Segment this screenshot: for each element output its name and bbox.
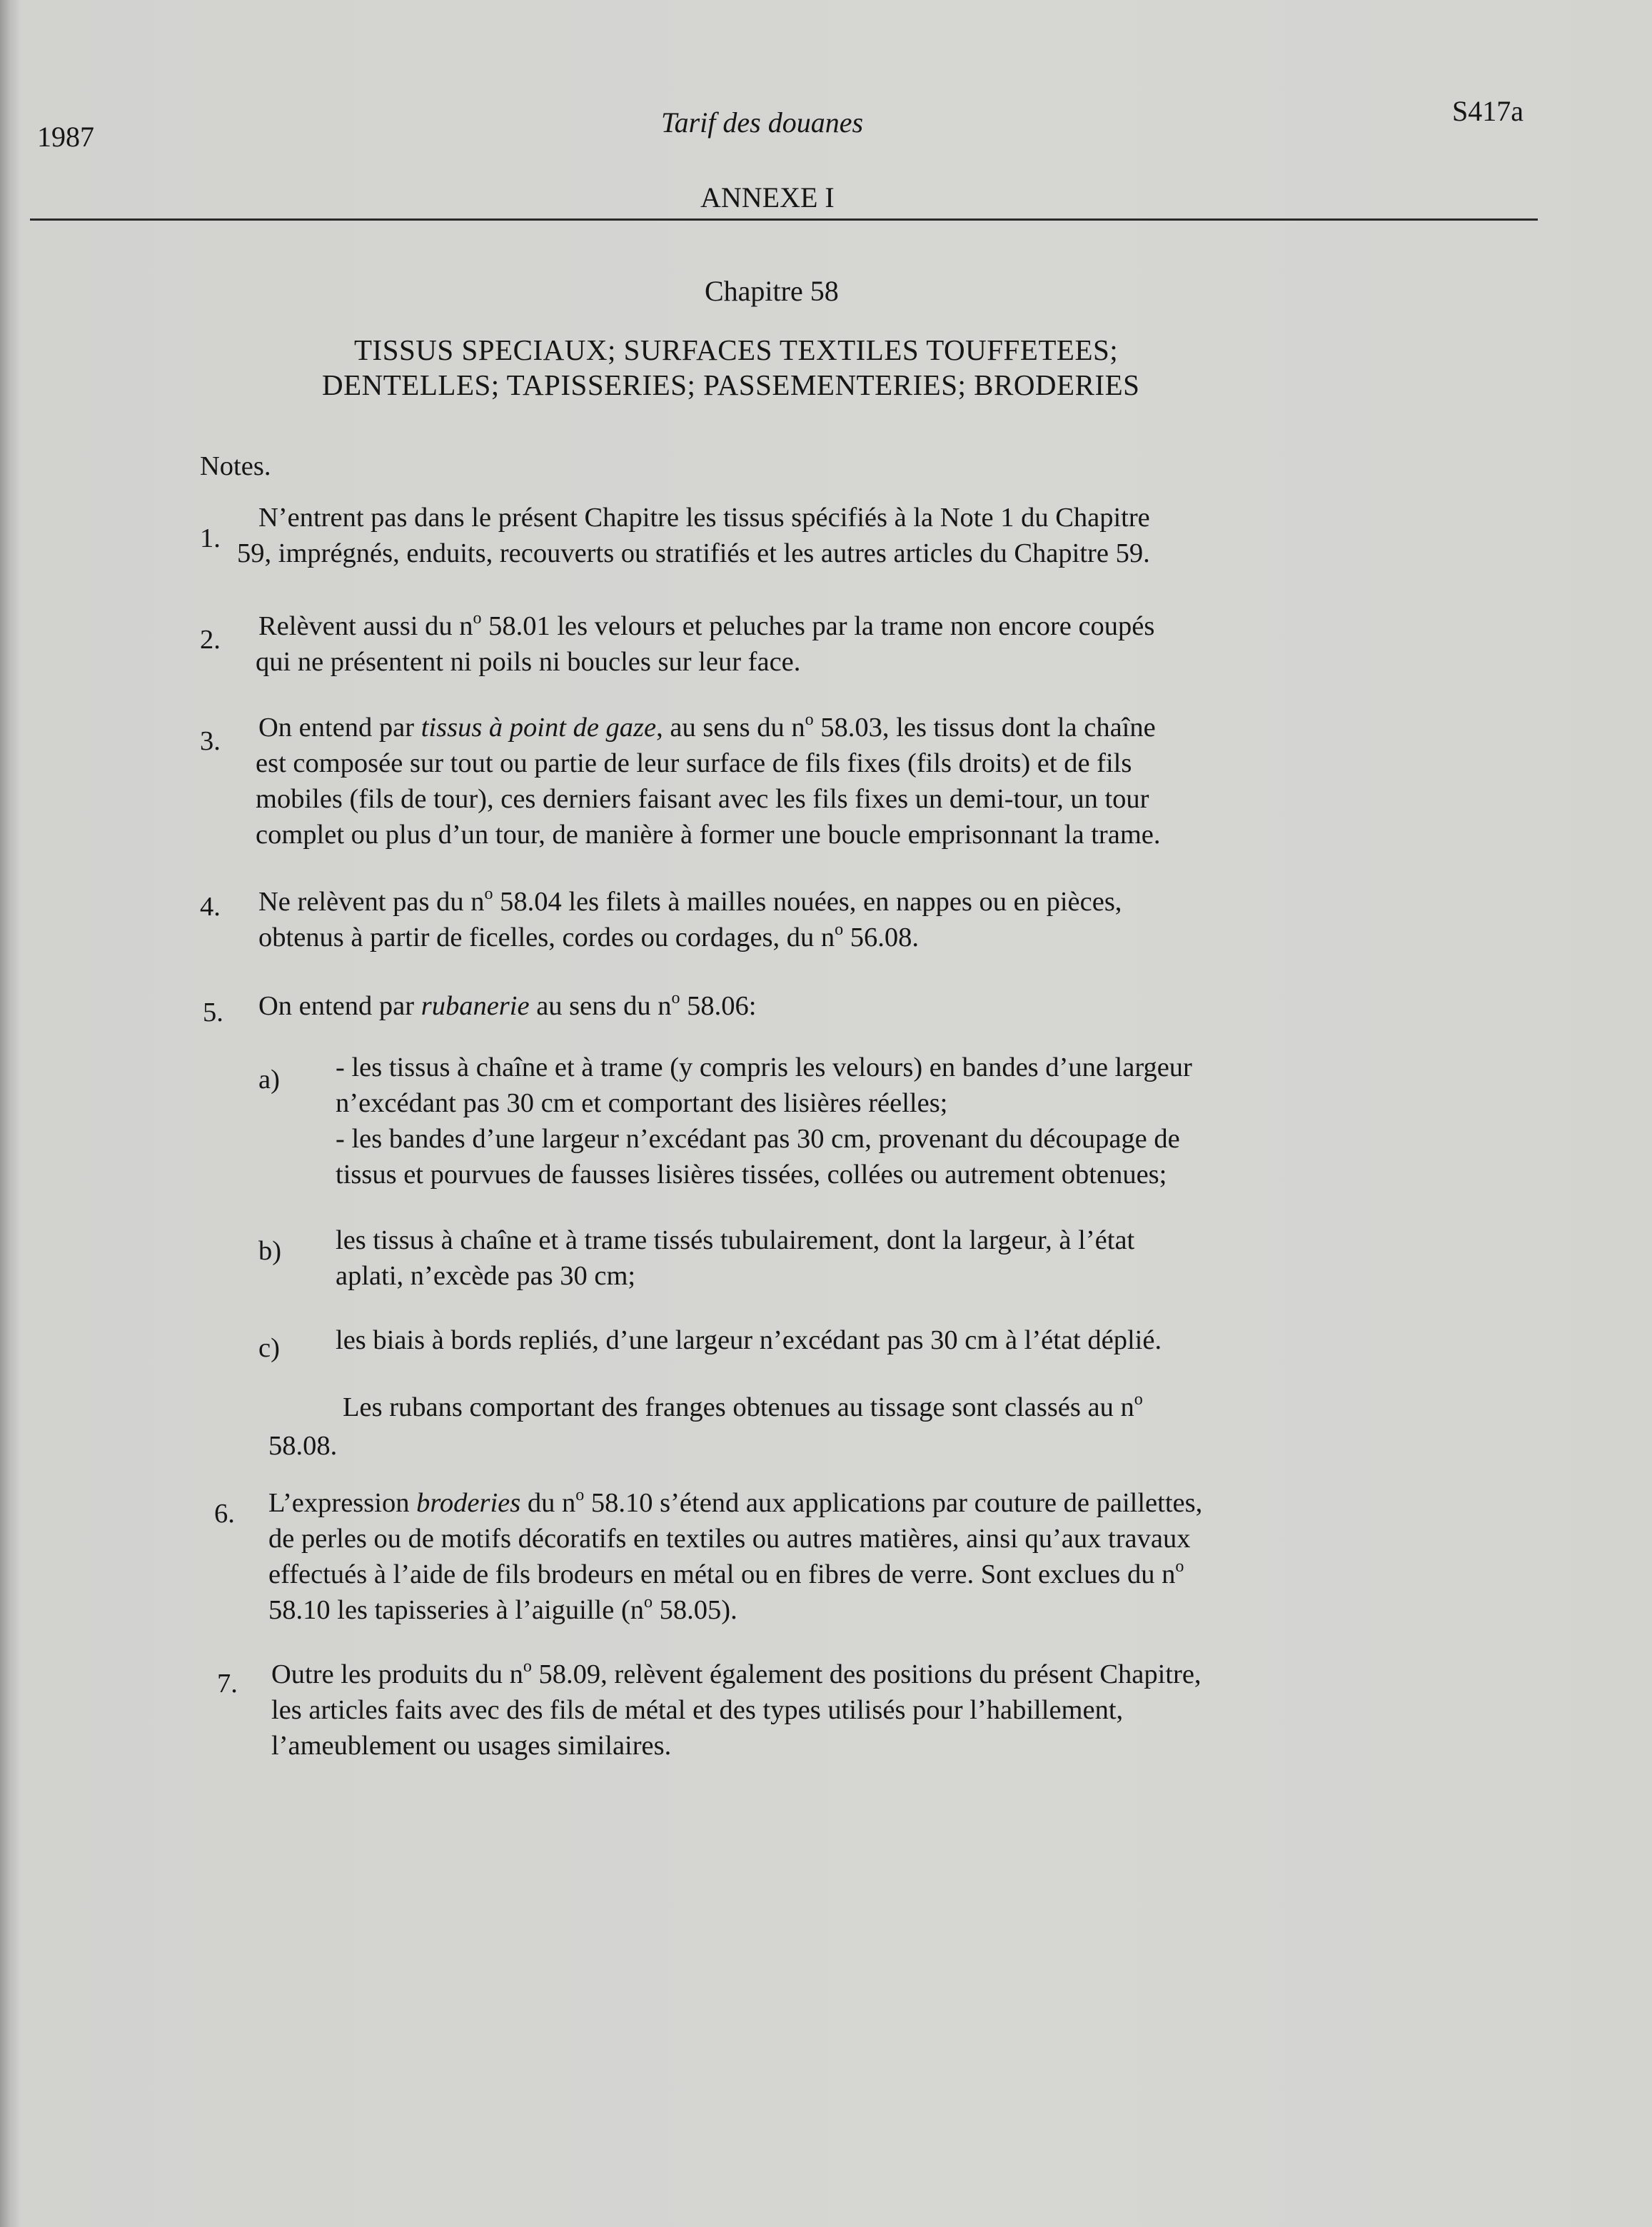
- note-5-item-a-label: a): [258, 1065, 280, 1095]
- header-title: Tarif des douanes: [661, 106, 864, 139]
- note-5-item-b-line-2: aplati, n’excède pas 30 cm;: [336, 1261, 636, 1291]
- header-year: 1987: [37, 121, 94, 153]
- note-3-line-1: On entend par tissus à point de gaze, au sens du $n^o$ 58.03, les tissus dont la chaîne: [258, 710, 1156, 743]
- chapter-title-line-2: DENTELLES; TAPISSERIES; PASSEMENTERIES; BRODERIES: [322, 368, 1140, 401]
- note-3-number: 3.: [200, 726, 221, 756]
- note-4-line-1: Ne relèvent pas du $n^o$ 58.04 les filets à mailles nouées, en nappes ou en pièces,: [258, 885, 1122, 917]
- note-2-line-1: Relèvent aussi du $n^o$ 58.01 les velours et peluches par la trame non encore coupés: [258, 609, 1155, 641]
- note-7-line-2: les articles faits avec des fils de métal et des types utilisés pour l’habillement,: [271, 1695, 1124, 1725]
- note-1-line-2: 59, imprégnés, enduits, recouverts ou stratifiés et les autres articles du Chapitre 59.: [237, 538, 1150, 568]
- note-5-final-line-1: Les rubans comportant des franges obtenues au tissage sont classés au $n^o$: [343, 1390, 1143, 1422]
- note-5-item-c-label: c): [258, 1333, 280, 1363]
- note-3-line-2: est composée sur tout ou partie de leur surface de fils fixes (fils droits) et de fils: [256, 748, 1132, 778]
- header-code: S417a: [1452, 95, 1523, 127]
- note-6-number: 6.: [214, 1499, 235, 1529]
- note-5-item-a-line-3: - les bandes d’une largeur n’excédant pas 30 cm, provenant du découpage de: [336, 1124, 1180, 1154]
- note-7-line-3: l’ameublement ou usages similaires.: [271, 1731, 672, 1761]
- note-6-line-4: 58.10 les tapisseries à l’aiguille ($n^o$ 58.05).: [268, 1593, 737, 1625]
- note-2-line-2: qui ne présentent ni poils ni boucles sur leur face.: [256, 647, 801, 677]
- note-5-final-line-2: 58.08.: [268, 1431, 338, 1461]
- note-5-number: 5.: [203, 997, 223, 1027]
- note-6-line-2: de perles ou de motifs décoratifs en textiles ou autres matières, ainsi qu’aux travaux: [268, 1524, 1191, 1554]
- note-5-item-c-line-1: les biais à bords repliés, d’une largeur n’excédant pas 30 cm à l’état déplié.: [336, 1325, 1162, 1355]
- note-5-line-1: On entend par rubanerie au sens du $n^o$ 58.06:: [258, 989, 757, 1021]
- note-7-number: 7.: [217, 1669, 238, 1699]
- note-5-item-b-line-1: les tissus à chaîne et à trame tissés tubulairement, dont la largeur, à l’état: [336, 1225, 1135, 1255]
- note-7-line-1: Outre les produits du $n^o$ 58.09, relèvent également des positions du présent Chapitre,: [271, 1657, 1202, 1689]
- note-5-item-a-line-4: tissus et pourvues de fausses lisières tissées, collées ou autrement obtenues;: [336, 1160, 1167, 1190]
- note-2-number: 2.: [200, 625, 221, 655]
- annex-label: ANNEXE I: [700, 181, 835, 213]
- note-5-item-a-line-2: n’excédant pas 30 cm et comportant des lisières réelles;: [336, 1088, 948, 1118]
- note-1-number: 1.: [200, 523, 221, 553]
- note-4-number: 4.: [200, 892, 221, 922]
- note-3-line-4: complet ou plus d’un tour, de manière à former une boucle emprisonnant la trame.: [256, 820, 1161, 850]
- note-5-item-a-line-1: - les tissus à chaîne et à trame (y compris les velours) en bandes d’une largeur: [336, 1052, 1192, 1082]
- note-5-item-b-label: b): [258, 1236, 282, 1266]
- chapter-label: Chapitre 58: [705, 275, 839, 307]
- note-3-line-3: mobiles (fils de tour), ces derniers faisant avec les fils fixes un demi-tour, un tour: [256, 784, 1149, 814]
- note-6-line-1: L’expression broderies du $n^o$ 58.10 s’étend aux applications par couture de paillettes,: [268, 1486, 1203, 1518]
- note-4-line-2: obtenus à partir de ficelles, cordes ou cordages, du $n^o$ 56.08.: [258, 920, 920, 952]
- notes-heading: Notes.: [200, 451, 271, 481]
- header-divider: [30, 218, 1538, 221]
- chapter-title-line-1: TISSUS SPECIAUX; SURFACES TEXTILES TOUFFETEES;: [354, 333, 1119, 366]
- note-1-line-1: N’entrent pas dans le présent Chapitre les tissus spécifiés à la Note 1 du Chapitre: [258, 503, 1150, 533]
- note-6-line-3: effectués à l’aide de fils brodeurs en métal ou en fibres de verre. Sont exclues du $n^o$: [268, 1557, 1184, 1589]
